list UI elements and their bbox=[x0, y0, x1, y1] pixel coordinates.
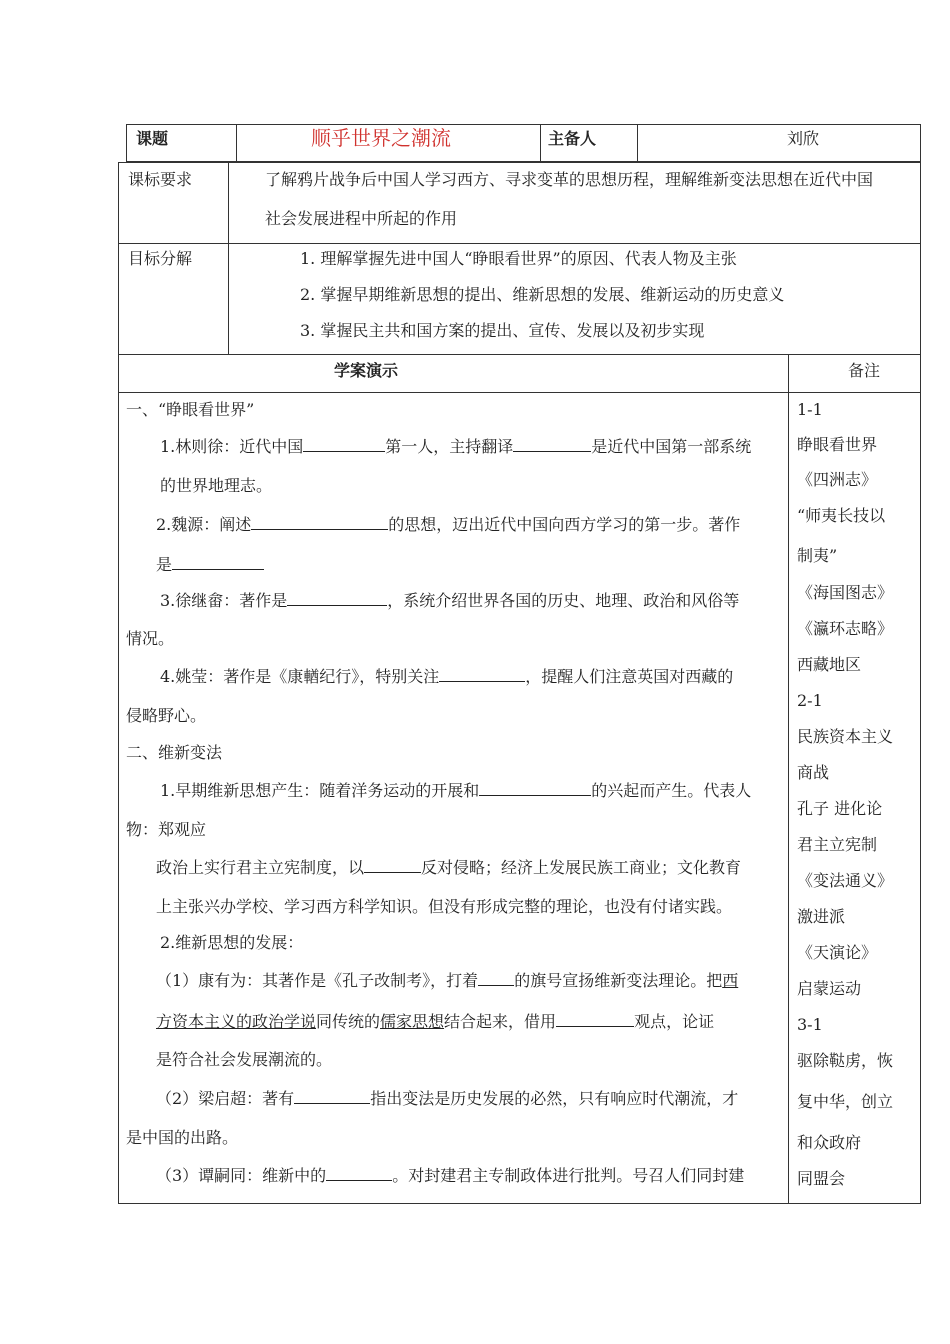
note-item: “师夷长技以 bbox=[797, 506, 886, 525]
text-run: （1）康有为：其著作是《孔子改制考》，打着 bbox=[156, 971, 479, 990]
text-line bbox=[156, 555, 264, 573]
text-run: 政治上实行君主立宪制度，以 bbox=[156, 858, 365, 877]
text-run: 反对侵略；经济上发展民族工商业；文化教育 bbox=[421, 858, 742, 877]
text-run: 的旗号宣扬维新变法理论。把 bbox=[514, 971, 723, 990]
text-line: 侵略野心。 bbox=[126, 706, 207, 725]
section-title: 二、维新变法 bbox=[126, 743, 223, 762]
divider bbox=[540, 124, 541, 162]
answer-blank[interactable] bbox=[364, 858, 421, 873]
text-run: （2）梁启超：著有 bbox=[156, 1089, 295, 1108]
standard-line: 了解鸦片战争后中国人学习西方、寻求变革的思想历程，理解维新变法思想在近代中国 bbox=[265, 170, 874, 189]
text-run: ，提醒人们注意英国对西藏的 bbox=[525, 667, 734, 686]
underlined-text: 儒家思想 bbox=[380, 1012, 445, 1031]
note-item: 商战 bbox=[797, 763, 830, 782]
standard-line: 社会发展进程中所起的作用 bbox=[265, 209, 458, 228]
text-line: 是中国的出路。 bbox=[126, 1128, 239, 1147]
note-item: 民族资本主义 bbox=[797, 727, 894, 746]
text-line bbox=[156, 858, 741, 876]
text-run: 的思想，迈出近代中国向西方学习的第一步。著作 bbox=[388, 515, 741, 534]
text-run: 1.林则徐：近代中国 bbox=[160, 437, 304, 456]
text-run: 指出变法是历史发展的必然，只有响应时代潮流，才 bbox=[370, 1089, 739, 1108]
text-run: 同传统的 bbox=[316, 1012, 381, 1031]
text-run: 结合起来，借用 bbox=[444, 1012, 557, 1031]
answer-blank[interactable] bbox=[294, 1089, 370, 1104]
row-divider bbox=[118, 354, 921, 355]
topic-label: 课题 bbox=[136, 129, 169, 148]
preparer-label: 主备人 bbox=[548, 129, 597, 148]
note-item: 启蒙运动 bbox=[797, 979, 862, 998]
text-run: ，系统介绍世界各国的历史、地理、政治和风俗等 bbox=[387, 591, 740, 610]
note-item: 同盟会 bbox=[797, 1169, 846, 1188]
text-run: 3.徐继畲：著作是 bbox=[160, 591, 288, 610]
answer-blank[interactable] bbox=[251, 515, 388, 530]
goal-item: 3. 掌握民主共和国方案的提出、宣传、发展以及初步实现 bbox=[300, 321, 705, 340]
section-title: 一、“睁眼看世界” bbox=[126, 400, 255, 419]
note-item: 驱除鞑虏，恢 bbox=[797, 1051, 894, 1070]
text-line bbox=[160, 781, 751, 799]
note-item: 3-1 bbox=[797, 1015, 823, 1034]
text-line bbox=[156, 971, 738, 989]
text-line bbox=[160, 437, 751, 455]
note-item: 1-1 bbox=[797, 400, 823, 419]
answer-blank[interactable] bbox=[287, 591, 387, 606]
note-item: 《变法通义》 bbox=[797, 871, 894, 890]
answer-blank[interactable] bbox=[513, 437, 591, 452]
text-line bbox=[156, 1012, 714, 1030]
answer-blank[interactable] bbox=[303, 437, 385, 452]
col-divider bbox=[788, 354, 789, 1204]
note-item: 西藏地区 bbox=[797, 655, 862, 674]
underlined-text: 方资本主义的政治学说 bbox=[156, 1012, 317, 1031]
col-divider bbox=[228, 162, 229, 354]
text-line bbox=[160, 591, 739, 609]
answer-blank[interactable] bbox=[556, 1012, 634, 1027]
text-run: （3）谭嗣同：维新中的 bbox=[156, 1166, 327, 1185]
text-line bbox=[156, 515, 740, 533]
row-divider bbox=[118, 243, 921, 244]
note-item: 《四洲志》 bbox=[797, 470, 878, 489]
goals-label: 目标分解 bbox=[128, 249, 193, 268]
answer-blank[interactable] bbox=[479, 781, 591, 796]
divider bbox=[637, 124, 638, 162]
section-heading: 学案演示 bbox=[334, 361, 399, 380]
text-run: 的兴起而产生。代表人 bbox=[591, 781, 752, 800]
underlined-text: 西 bbox=[722, 971, 739, 990]
text-line: 的世界地理志。 bbox=[160, 476, 273, 495]
note-item: 和众政府 bbox=[797, 1133, 862, 1152]
note-item: 2-1 bbox=[797, 691, 823, 710]
text-run: 是 bbox=[156, 555, 173, 574]
note-item: 《瀛环志略》 bbox=[797, 619, 894, 638]
note-item: 孔子 进化论 bbox=[797, 799, 883, 818]
goal-item: 1. 理解掌握先进中国人“睁眼看世界”的原因、代表人物及主张 bbox=[300, 249, 737, 268]
text-line bbox=[156, 1166, 744, 1184]
text-run: 。对封建君主专制政体进行批判。号召人们同封建 bbox=[392, 1166, 745, 1185]
note-item: 《海国图志》 bbox=[797, 583, 894, 602]
text-run: 4.姚莹：著作是《康輶纪行》，特别关注 bbox=[160, 667, 440, 686]
text-run: 观点，论证 bbox=[634, 1012, 715, 1031]
text-line: 是符合社会发展潮流的。 bbox=[156, 1050, 333, 1069]
divider bbox=[236, 124, 237, 162]
note-item: 《天演论》 bbox=[797, 943, 878, 962]
notes-heading: 备注 bbox=[848, 361, 881, 380]
text-line bbox=[156, 1089, 738, 1107]
text-line: 情况。 bbox=[126, 629, 175, 648]
standard-label: 课标要求 bbox=[128, 170, 193, 189]
text-run: 2.魏源：阐述 bbox=[156, 515, 252, 534]
note-item: 睁眼看世界 bbox=[797, 435, 878, 454]
answer-blank[interactable] bbox=[172, 555, 264, 570]
text-line: 物：郑观应 bbox=[126, 820, 207, 839]
answer-blank[interactable] bbox=[326, 1166, 392, 1181]
note-item: 复中华，创立 bbox=[797, 1092, 894, 1111]
row-divider bbox=[118, 392, 921, 393]
text-run: 第一人，主持翻译 bbox=[385, 437, 514, 456]
text-run: 1.早期维新思想产生：随着洋务运动的开展和 bbox=[160, 781, 480, 800]
note-item: 制夷” bbox=[797, 546, 838, 565]
text-line: 上主张兴办学校、学习西方科学知识。但没有形成完整的理论，也没有付诸实践。 bbox=[156, 897, 733, 916]
preparer-name: 刘欣 bbox=[787, 129, 820, 148]
text-run: 是近代中国第一部系统 bbox=[591, 437, 752, 456]
answer-blank[interactable] bbox=[439, 667, 525, 682]
topic-title: 顺乎世界之潮流 bbox=[311, 126, 451, 150]
answer-blank[interactable] bbox=[478, 971, 514, 986]
goal-item: 2. 掌握早期维新思想的提出、维新思想的发展、维新运动的历史意义 bbox=[300, 285, 785, 304]
text-line bbox=[160, 667, 733, 685]
text-line: 2.维新思想的发展： bbox=[160, 933, 304, 952]
note-item: 君主立宪制 bbox=[797, 835, 878, 854]
note-item: 激进派 bbox=[797, 907, 846, 926]
